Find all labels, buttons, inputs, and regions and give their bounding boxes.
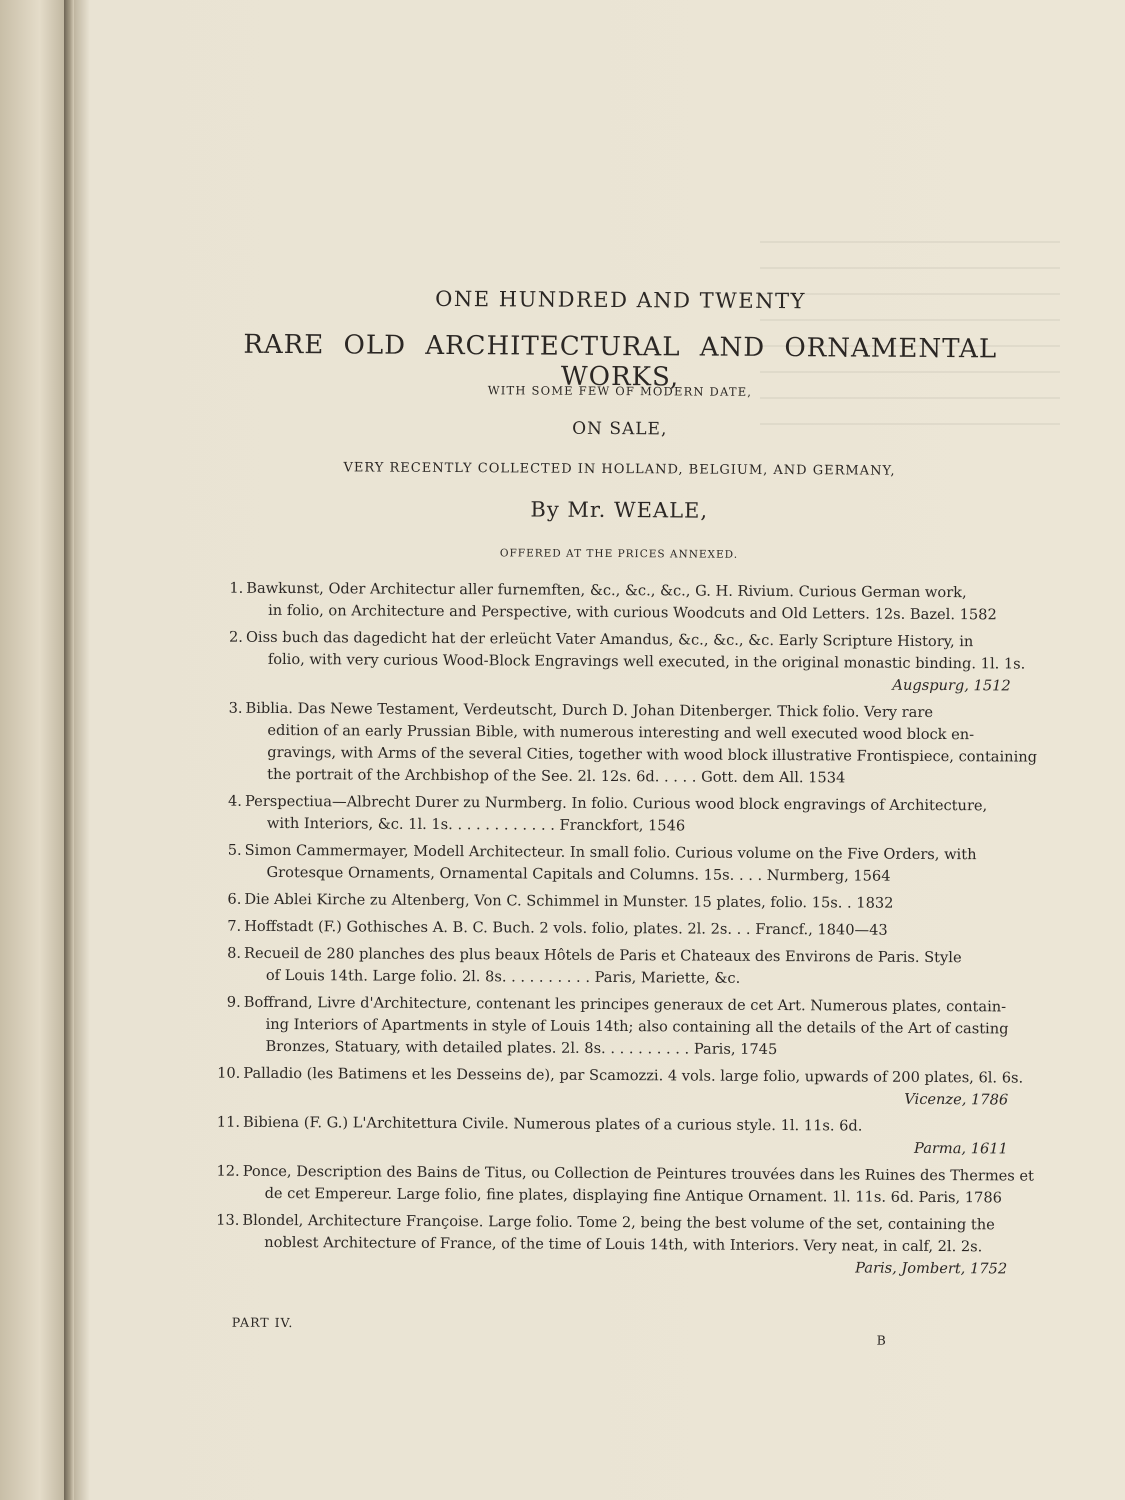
catalogue-entry	[211, 627, 1026, 698]
catalogue-entry	[208, 992, 1008, 1063]
catalogue-entry	[209, 943, 1009, 992]
entry-number: 2.	[228, 628, 244, 646]
entry-line: de cet Empereur. Large folio, fine plates, displaying fine Antique Ornament. 1l. 11s. 6d. Paris, 1786	[264, 1184, 1003, 1207]
entry-number: 1.	[229, 579, 244, 597]
page-footer	[231, 1314, 1012, 1348]
subtitle-prices: OFFERED AT THE PRICES ANNEXED.	[499, 547, 739, 561]
entry-line: Die Ablei Kirche zu Altenberg, Von C. Schimmel in Munster. 15 plates, folio. 15s. . 1832	[244, 890, 894, 912]
catalogue-entry	[211, 578, 1011, 627]
entry-line: noblest Architecture of France, of the time of Louis 14th, with Interiors. Very neat, in calf, 2l. 2s.	[264, 1233, 983, 1256]
entry-place-date: Paris, Jombert, 1752	[855, 1259, 1008, 1278]
entry-line: Hoffstadt (F.) Gothisches A. B. C. Buch. 2 vols. folio, plates. 2l. 2s. . . Francf., 1840—43	[244, 917, 888, 939]
entry-line: ing Interiors of Apartments in style of Louis 14th; also containing all the details of the Art of casting	[265, 1015, 1009, 1038]
entry-line: Boffrand, Livre d'Architecture, contenant les principes generaux de cet Art. Numerous plates, contain-	[243, 993, 1007, 1016]
entry-line: of Louis 14th. Large folio. 2l. 8s. . . . . . . . . . Paris, Mariette, &c.	[265, 966, 741, 987]
title-line-2: RARE OLD ARCHITECTURAL AND ORNAMENTAL WORKS,	[243, 329, 998, 393]
catalogue-entry	[209, 916, 1009, 943]
entry-line: Blondel, Architecture Françoise. Large folio. Tome 2, being the best volume of the set, containing the	[242, 1211, 995, 1234]
entry-place-date: Augspurg, 1512	[892, 676, 1011, 695]
entry-number: 11.	[216, 1113, 241, 1131]
entry-number: 5.	[227, 841, 242, 859]
left-page-edge	[0, 0, 66, 1500]
subtitle-by-weale: By Mr. WEALE,	[530, 497, 709, 523]
entry-number: 13.	[216, 1211, 240, 1229]
entry-line: Biblia. Das Newe Testament, Verdeutscht, Durch D. Johan Ditenberger. Thick folio. Very rare	[245, 699, 934, 721]
subtitle-collected: VERY RECENTLY COLLECTED IN HOLLAND, BELGIUM, AND GERMANY,	[343, 460, 896, 479]
entry-number: 6.	[227, 890, 242, 908]
catalogue-page	[206, 0, 1038, 1500]
entry-line: in folio, on Architecture and Perspective, with curious Woodcuts and Old Letters. 12s. Bazel. 1582	[268, 601, 997, 624]
catalogue-entry	[208, 1112, 1008, 1161]
book-gutter	[64, 0, 74, 1500]
entry-number: 10.	[217, 1064, 241, 1082]
catalogue-entry	[208, 1063, 1024, 1112]
catalogue-entry	[209, 889, 1009, 916]
catalogue-entries	[207, 578, 1038, 1286]
catalogue-entry	[210, 698, 1038, 791]
entry-line: Bibiena (F. G.) L'Architettura Civile. Numerous plates of a curious style. 1l. 11s. 6d.	[242, 1113, 863, 1135]
entry-line: folio, with very curious Wood-Block Engravings well executed, in the original monastic binding. 1l. 1s.	[267, 650, 1026, 673]
entry-line: Bronzes, Statuary, with detailed plates. 2l. 8s. . . . . . . . . . Paris, 1745	[265, 1037, 778, 1059]
entry-place-date: Parma, 1611	[914, 1139, 1008, 1158]
entry-line: Simon Cammermayer, Modell Architecteur. In small folio. Curious volume on the Five Orders, with	[244, 841, 977, 864]
entry-line: Bawkunst, Oder Architectur aller furnemften, &c., &c., &c., G. H. Rivium. Curious German work,	[246, 579, 967, 602]
subtitle-on-sale: ON SALE,	[572, 418, 668, 440]
entry-line: the portrait of the Archbishop of the See. 2l. 12s. 6d. . . . . Gott. dem All. 1534	[267, 765, 846, 787]
entry-number: 9.	[226, 993, 241, 1011]
title-line-1: ONE HUNDRED AND TWENTY	[435, 286, 806, 314]
entry-line: Grotesque Ornaments, Ornamental Capitals and Columns. 15s. . . . Nurmberg, 1564	[266, 863, 891, 885]
entry-line: Ponce, Description des Bains de Titus, ou Collection de Peintures trouvées dans les Ruines des Thermes et	[242, 1162, 1034, 1185]
entry-place-date: Vicenze, 1786	[904, 1090, 1009, 1109]
catalogue-entry	[208, 1161, 1034, 1210]
entry-number: 7.	[227, 917, 242, 935]
entry-line: Oiss buch das dagedicht hat der erleücht Vater Amandus, &c., &c., &c. Early Scripture History, in	[245, 628, 974, 651]
entry-line: Perspectiua—Albrecht Durer zu Nurmberg. In folio. Curious wood block engravings of Architecture,	[244, 792, 988, 815]
part-label: PART IV.	[231, 1314, 294, 1331]
entry-line: gravings, with Arms of the several Cities, together with wood block illustrative Frontispiece, containing	[267, 743, 1038, 766]
catalogue-entry	[210, 791, 1010, 840]
signature-mark: B	[876, 1332, 887, 1348]
subtitle-modern-date: WITH SOME FEW OF MODERN DATE,	[487, 383, 753, 399]
entry-line: Recueil de 280 planches des plus beaux Hôtels de Paris et Chateaux des Environs de Paris. Style	[244, 944, 962, 967]
catalogue-entry	[209, 840, 1009, 889]
entry-number: 8.	[227, 944, 242, 962]
entry-line: with Interiors, &c. 1l. 1s. . . . . . . . . . . . Franckfort, 1546	[266, 814, 686, 835]
catalogue-entry	[207, 1210, 1007, 1281]
entry-line: Palladio (les Batimens et les Desseins de), par Scamozzi. 4 vols. large folio, upwards of 200 plates, 6l. 6s.	[243, 1064, 1024, 1087]
entry-line: edition of an early Prussian Bible, with numerous interesting and well executed wood block en-	[267, 721, 975, 744]
entry-number: 4.	[227, 792, 243, 810]
entry-number: 12.	[216, 1162, 240, 1180]
entry-number: 3.	[228, 699, 243, 717]
